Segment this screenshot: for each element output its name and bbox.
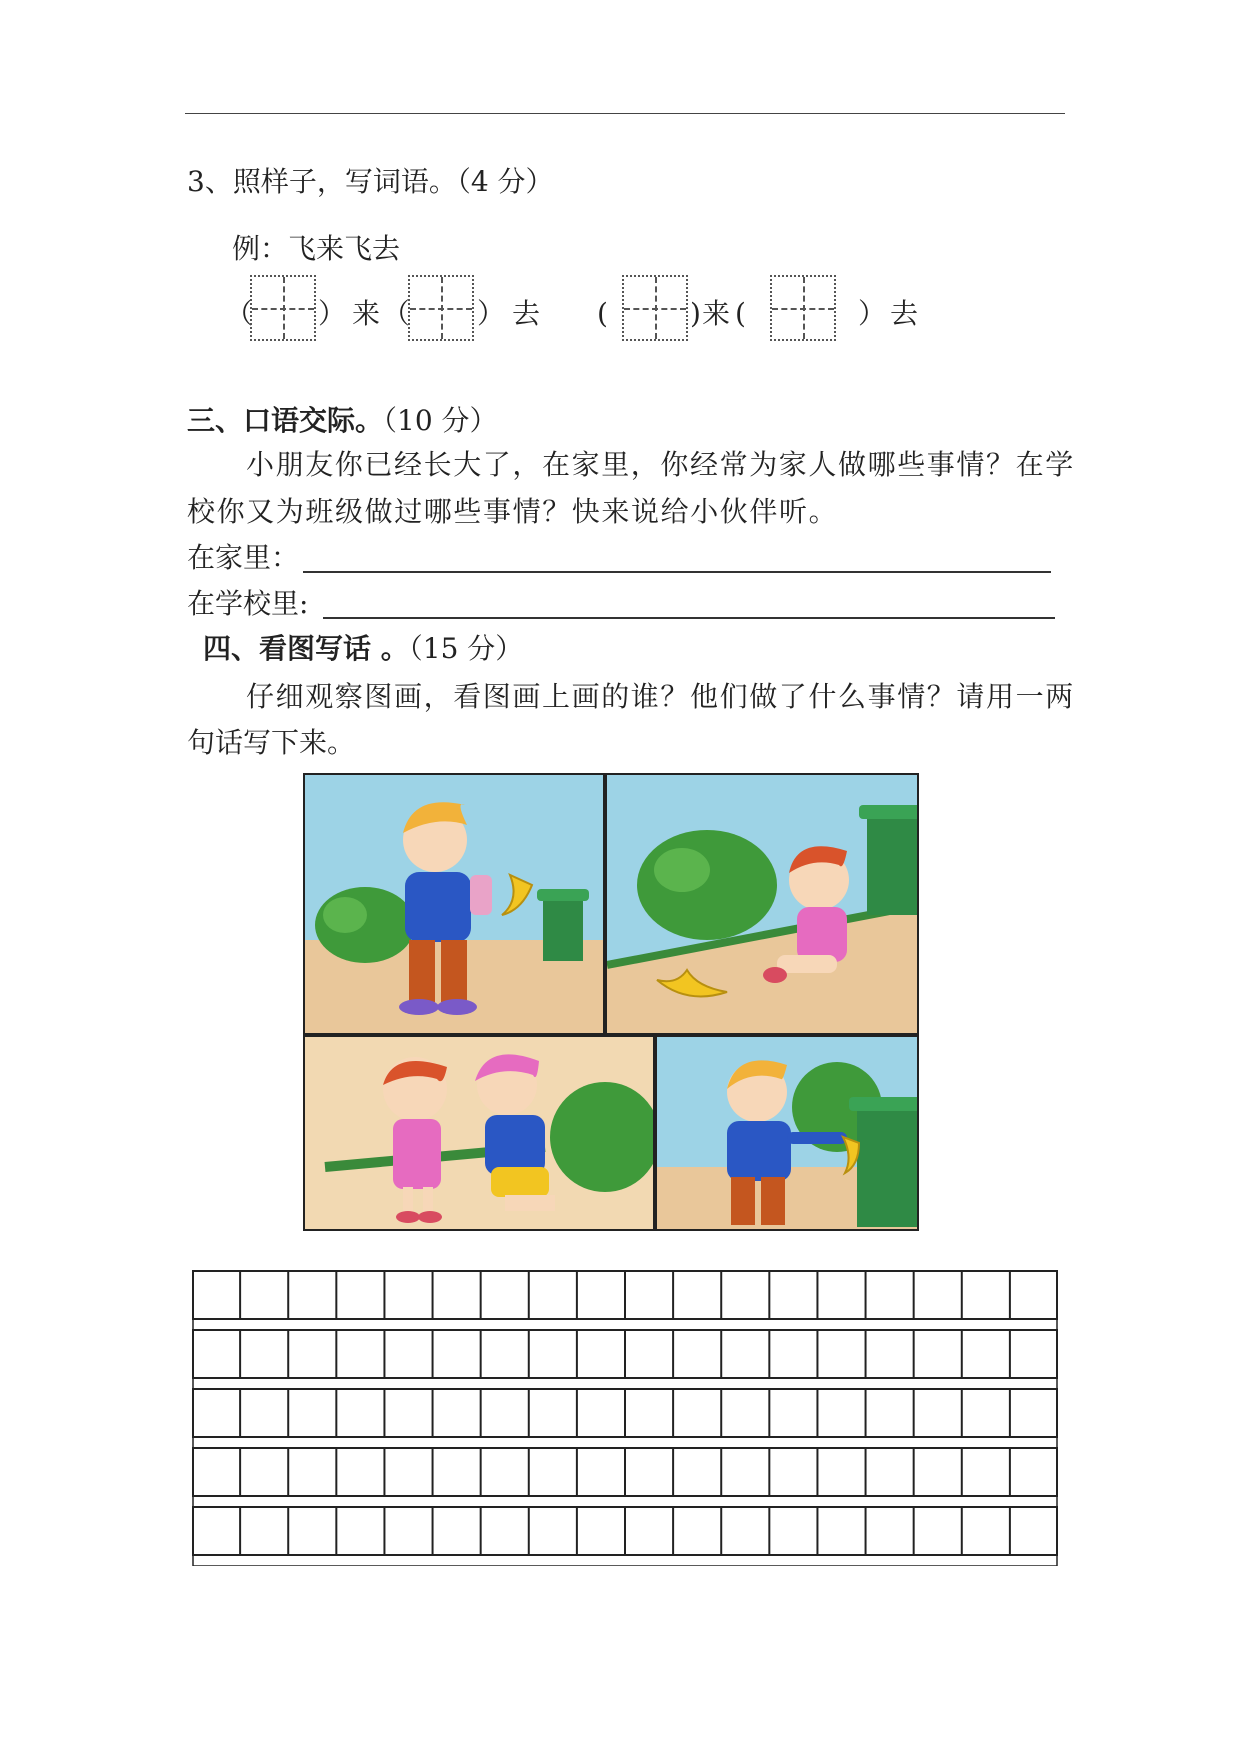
section4-prompt-line2: 句话写下来。 [187, 726, 356, 759]
grid-gap-row [193, 1555, 1057, 1566]
paren-close: ） [318, 297, 347, 330]
tian-grid-box[interactable] [622, 275, 688, 341]
section3-prompt-line2: 校你又为班级做过哪些事情？快来说给小伙伴听。 [187, 495, 839, 528]
home-label: 在家里： [187, 541, 300, 574]
lai-char: 来 [352, 297, 381, 330]
paren-open: ( [735, 297, 746, 330]
trash-bin-icon [859, 805, 919, 915]
trash-bin-icon [537, 889, 589, 961]
school-answer-line[interactable] [323, 617, 1055, 619]
tian-grid-box[interactable] [250, 275, 316, 341]
bush-icon [315, 887, 415, 963]
paren-open: （ [382, 297, 411, 330]
paren-close: ） [858, 297, 887, 330]
bush-icon [550, 1082, 655, 1192]
section4-prompt-line1: 仔细观察图画，看图画上画的谁？他们做了什么事情？请用一两 [246, 680, 1075, 713]
comic-panel-3 [303, 1035, 655, 1231]
paren-close: ) [690, 297, 701, 330]
header-rule [185, 113, 1065, 114]
comic-panel-2 [605, 773, 919, 1035]
grid-gap-row [193, 1437, 1057, 1448]
comic-panel-4 [655, 1035, 919, 1231]
writing-grid[interactable] [192, 1270, 1058, 1566]
home-answer-line[interactable] [303, 571, 1051, 573]
tian-grid-box[interactable] [408, 275, 474, 341]
section4-score: （15 分） [408, 632, 524, 665]
qu-char: 去 [512, 297, 541, 330]
grid-gap-row [193, 1319, 1057, 1330]
section3-score: （10 分） [383, 404, 498, 437]
bush-icon [637, 830, 777, 940]
section3-title [187, 404, 498, 438]
grid-gap-row [193, 1378, 1057, 1389]
paren-open: （ [225, 297, 254, 330]
section4-title [203, 632, 523, 666]
tian-grid-box[interactable] [770, 275, 836, 341]
trash-bin-icon [849, 1097, 919, 1227]
q3-title: 3、照样子，写词语。（4 分） [187, 165, 554, 198]
section3-prompt-line1: 小朋友你已经长大了，在家里，你经常为家人做哪些事情？在学 [246, 448, 1075, 481]
paren-open: ( [597, 297, 608, 330]
school-label: 在学校里: [187, 587, 309, 620]
lai-char: 来 [702, 297, 731, 330]
section3-heading: 三、口语交际。 [187, 404, 384, 437]
q3-example: 例：飞来飞去 [232, 232, 401, 265]
qu-char: 去 [890, 297, 919, 330]
comic-panel-1 [303, 773, 605, 1035]
grid-gap-row [193, 1496, 1057, 1507]
section4-heading: 四、看图写话 。 [203, 632, 409, 665]
paren-close: ） [477, 297, 506, 330]
